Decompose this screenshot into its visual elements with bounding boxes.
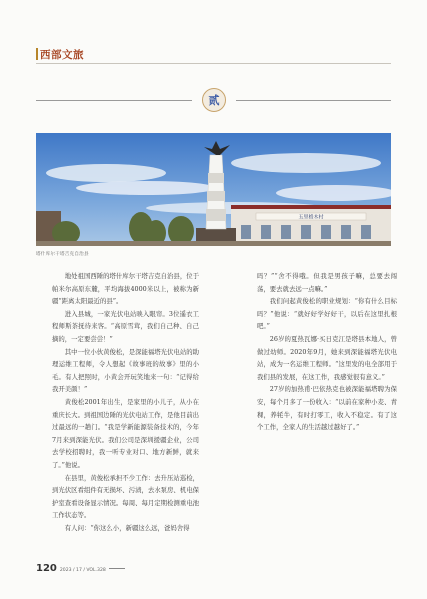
- page-footer: [36, 563, 125, 574]
- cloud: [276, 185, 391, 201]
- cloud: [46, 164, 166, 182]
- section-tag-bar: [36, 48, 38, 60]
- article-column-right: [257, 270, 397, 434]
- section-tag: [36, 47, 84, 61]
- article-column-left: [52, 270, 199, 534]
- divider-right: [236, 100, 391, 101]
- photo-caption: 塔什库尔干塔吉克自治县: [36, 252, 89, 257]
- paragraph: 27岁的加热甫·巴依热克也被深能福塔聘为保安，每个月多了一份收入：“以前在家种小麦、青稞，养牦牛，有时打零工，收入不稳定。有了这个工作，全家人的生活越过越好了。”: [257, 385, 397, 432]
- paragraph: 26岁的夏热瓦娜·买日克江是塔县本地人，曾做过幼师。2020年9月，她来到深能福塔光伏电站，成为一名运维工程师。“这里发的电全部用于我们县的发展，在这工作，我感觉很有意义。”: [257, 334, 397, 381]
- paragraph: 其中一位小伙黄俊松，是深能福塔光伏电站的助理运维工程师，令人想起《故事班的故事》里的小毛。有人把照时，小黄会开玩笑地来一句：“记得给我开美颜！”: [52, 347, 199, 394]
- divider-left: [36, 100, 192, 101]
- paragraph: 地处祖国西陲的塔什库尔干塔吉克自治县，位于帕米尔高原东麓，平均海拔4000米以上，被称为新疆“距离太阳最近的县”。: [52, 272, 199, 306]
- paragraph: 黄俊松2001年出生，是家里的小儿子，从小在重庆长大。到祖国边陲的光伏电站工作，是他目前出过最远的一趟门。“我是学新能源装备技术的，今年7月来到深能光伏。我们公司是深圳援疆企业，公司去学校招聘时，我一听专业对口、地方新鲜，就来了。”他说。: [52, 397, 199, 469]
- monument-reliefs: [206, 173, 226, 221]
- paragraph: 有人问：“你这么小，新疆这么远，爸妈舍得: [64, 523, 190, 532]
- header-rule: [36, 63, 391, 64]
- chapter-badge-char: 贰: [208, 94, 220, 107]
- ground: [36, 241, 391, 246]
- building-sign-text: 五里格木村: [298, 214, 324, 221]
- paragraph: 吗？”“舍不得哦。但我是男孩子嘛，总要去闯荡，要去就去远一点嘛。”: [257, 272, 397, 293]
- issue-info: 2023 / 17 / VOL.328: [59, 568, 106, 573]
- cloud: [231, 153, 381, 173]
- chapter-badge: [202, 88, 226, 112]
- page-number: 120: [36, 563, 57, 574]
- paragraph: 进入县城，一家光伏电站映入眼帘。3位遥衣工程师斯茶抚待来客。“高原雪茸，我们自己种、自己摘的，一定要尝尝！”: [52, 309, 199, 343]
- footer-rule: [109, 568, 125, 569]
- building-roof: [231, 205, 391, 209]
- paragraph: 我们问起黄俊松的职业规划：“你有什么目标吗？”他说：“就好好学好好干，以后在这里扎根吧。”: [257, 297, 397, 331]
- section-label: 西部文旅: [40, 48, 84, 61]
- photo-monument: [36, 133, 391, 246]
- cloud: [76, 181, 216, 195]
- photo-illustration: [36, 133, 391, 246]
- paragraph: 在县里，黄俊松承担不少工作：去升压站巡检，到光伏区看组件有无损坏、污渍，去水泵房、机电保护室查看设备显示情况。每周、每月定期检测重电池工作状态等。: [52, 473, 199, 520]
